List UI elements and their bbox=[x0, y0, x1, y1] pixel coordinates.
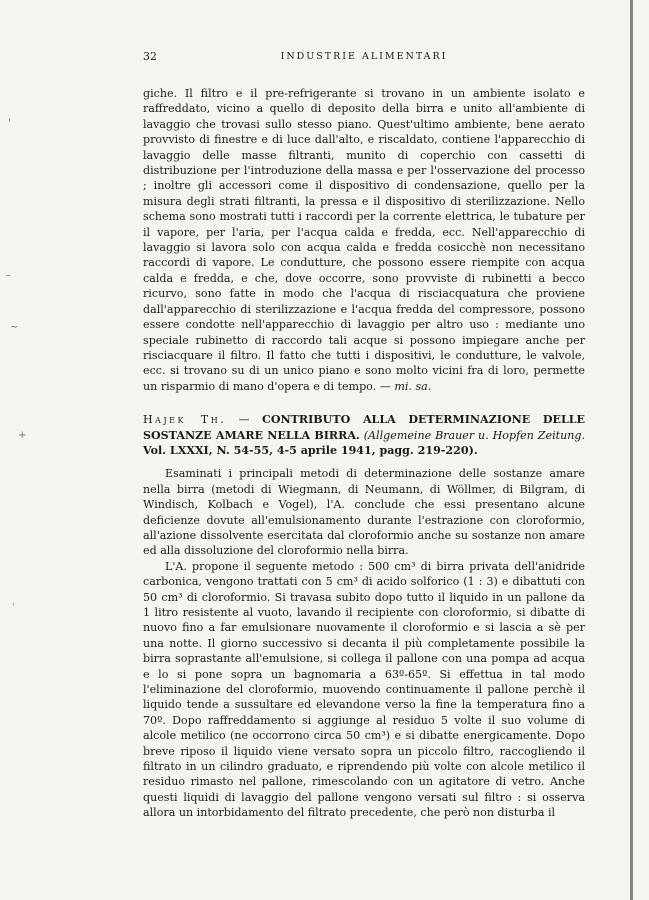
article-author: Hajek Th. bbox=[143, 413, 227, 427]
page-edge bbox=[630, 0, 633, 900]
paragraph-continued bbox=[143, 86, 585, 394]
paragraph-text: giche. Il filtro e il pre-refrigerante si trovano in un ambiente isolato e raffreddato, vicino a quello di deposito della birra e unito all'ambiente di lavaggio che trovasi sullo stesso piano. Quest'ultimo ambiente, bene aerato provvisto di finestre e di luce dall'alto, e riscaldato, contiene l'apparecchio di lavaggio delle masse filtranti, munito di coperchio con cassetti di distribuzione per l'introduzione della massa e per l'osservazione del processo ; inoltre gli accessori come il dispositivo di condensazione, quello per la misura degli strati filtranti, la pressa e il dispositivo di sterilizzazione. Nello schema sono mostrati tutti i raccordi per la corrente elettrica, le tubature per il vapore, per l'aria, per l'acqua calda e fredda, ecc. Nell'apparecchio di lavaggio si lavora solo con acqua calda e fredda cosicchè non necessitano raccordi di vapore. Le condutture, che possono essere riempite con acqua calda e fredda, e che, dove occorre, sono provviste di rubinetti a becco ricurvo, sono fatte in modo che l'acqua di risciacquatura che proviene dall'apparecchio di sterilizzazione e l'acqua fredda del compressore, possono essere condotte nell'apparecchio di lavaggio per altro uso : mediante uno speciale rubinetto di raccordo tali acque si possono impiegare anche per risciacquare il filtro. Il fatto che tutti i dispositivi, le condutture, le valvole, ecc. si trovano su di un unico piano e sono molto vicini fra di loro, permette un risparmio di mano d'opera e di tempo. — bbox=[143, 87, 585, 393]
article-heading bbox=[143, 412, 585, 458]
author-initials: mi. sa. bbox=[394, 379, 432, 393]
article-title: CONTRIBUTO ALLA DETERMINAZIONE DELLE SOSTANZE AMARE NELLA BIRRA. bbox=[143, 413, 586, 442]
page-body bbox=[143, 86, 585, 821]
journal-reference: Vol. LXXXI, N. 54-55, 4-5 aprile 1941, pagg. 219-220). bbox=[143, 443, 478, 457]
page-number: 32 bbox=[143, 50, 157, 63]
journal-name: (Allgemeine Brauer u. Hopfen Zeitung. bbox=[363, 428, 585, 442]
paragraph: L'A. propone il seguente metodo : 500 cm³ di birra privata dell'anidride carbonica, vengono trattati con 5 cm³ di acido solforico (1 : 3) e dibattuti con 50 cm³ di cloroformio. Si travasa subito dopo tutto il liquido in un pallone da 1 litro resistente al vuoto, lavando il recipiente con cloroformio, si dibatte di nuovo fino a far emulsionare nuovamente il cloroformio e si lascia a sè per una notte. Il giorno successivo si decanta il più completamente possibile la birra soprastante all'emulsione, si collega il pallone con una pompa ad acqua e lo si pone sopra un bagnomaria a 63º-65º. Si effettua in tal modo l'eliminazione del cloroformio, muovendo continuamente il pallone perchè il liquido tende a sussultare ed elevandone verso la fine la temperatura fino a 70º. Dopo raffreddamento si aggiunge al residuo 5 volte il suo volume di alcole metilico (ne occorrono circa 50 cm³) e si dibatte energicamente. Dopo breve riposo il liquido viene versato sopra un piccolo filtro, raccogliendo il filtrato in un cilindro graduato, e riprendendo più volte con alcole metilico il residuo rimasto nel pallone, rimescolando con un agitatore di vetro. Anche questi liquidi di lavaggio del pallone vengono versati sul filtro : si osserva allora un intorbidamento del filtrato precedente, che però non disturba il bbox=[143, 559, 585, 820]
heading-dash: — bbox=[226, 413, 262, 427]
running-title: INDUSTRIE ALIMENTARI bbox=[280, 51, 448, 62]
paragraph: Esaminati i principali metodi di determinazione delle sostanze amare nella birra (metodi di Wiegmann, di Neumann, di Wöllmer, di Bilgram, di Windisch, Kolbach e Vogel), l'A. conclude che essi presentano alcune deficienze dovute all'emulsionamento durante l'estrazione con cloroformio, all'azione dissolvente esercitata dal cloroformio anche su sostanze non amare ed alla dissoluzione del cloroformio nella birra. bbox=[143, 467, 585, 558]
page-header bbox=[143, 50, 585, 68]
margin-marks: ' – ~ + · bbox=[6, 118, 27, 611]
